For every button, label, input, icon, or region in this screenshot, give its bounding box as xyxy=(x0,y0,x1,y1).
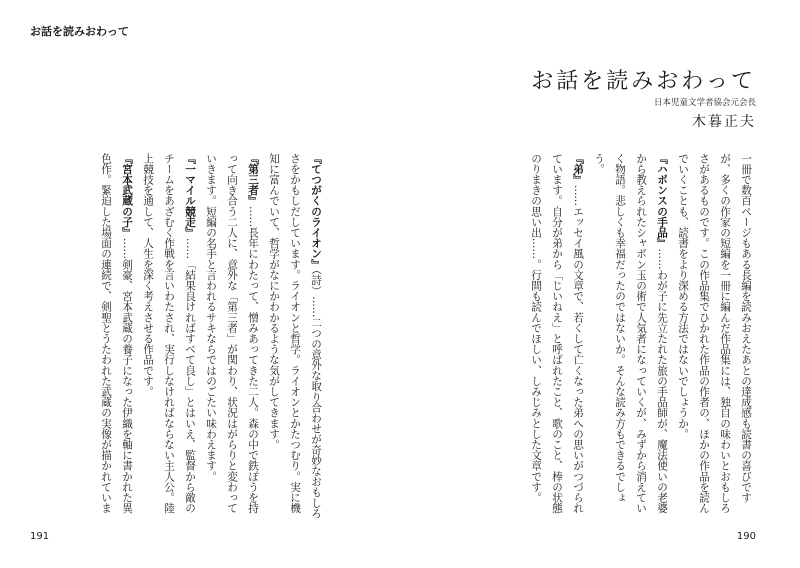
right-page-body xyxy=(361,153,756,523)
essay-title: お話を読みおわって xyxy=(531,69,756,94)
story-title-label: 『ハボンスの手品』 xyxy=(656,153,668,249)
page-number-right: 190 xyxy=(736,531,756,542)
author-name: 木暮正夫 xyxy=(692,114,756,130)
story-title-label: 『弟』 xyxy=(572,153,584,185)
paragraph-text: （詩）……二つの意外な取り合わせが奇妙なおもしろさをかもしだしています。ライオンと哲学。ライオンとかたつむり。実に機知に富んでいて、哲学がなにかわかるような気がしてきます。 xyxy=(268,153,322,519)
paragraph-text: ……エッセイ風の文章で、若くして亡くなった弟への思いがつづられています。自分が弟から「じいねえ」と呼ばれたこと、歌のこと、棒の状態のりまきの思い出……。行間も読んでほしい、しみじみとした文章です。 xyxy=(530,153,584,514)
author-affiliation: 日本児童文学者協会元会長 xyxy=(653,98,756,108)
story-title-label: 『一マイル競走』 xyxy=(184,153,196,238)
story-title-label: 『第三者』 xyxy=(247,153,259,206)
story-title-label: 『てつがくのライオン』 xyxy=(310,153,322,270)
paragraph-text: ……長年にわたって、憎みあってきた二人。森の中で鉄ぽうを持って向き合う二人に、意外な「第三者」が関わり、状況はがらりと変わっていきます。短編の名手と言われるサキならではのごたい味わえます。 xyxy=(205,153,259,514)
paragraph xyxy=(263,153,326,523)
paragraph xyxy=(672,153,756,523)
paragraph xyxy=(95,153,137,523)
paragraph-text: ……剣豪、宮本武蔵の養子になった伊織を軸に書かれた異色作。緊迫した場面の連続で、剣聖とうたわれた武蔵の実像が描かれていま xyxy=(100,153,133,514)
running-header: お話を読みおわって xyxy=(30,25,129,38)
paragraph xyxy=(525,153,588,523)
paragraph xyxy=(588,153,672,523)
left-page-body xyxy=(0,153,326,523)
page-number-left: 191 xyxy=(30,531,50,542)
paragraph xyxy=(200,153,263,523)
paragraph-text: 一冊で数百ページもある長編を読みおえたあとの達成感も読書の喜びですが、多くの作家の短編を一冊に編んだ作品集には、独自の味わいとおもしろさがあるものです。この作品集でひかれた作品の作者の、ほかの作品を読んでいくことも、読書をより深める方法ではないでしょうか。 xyxy=(677,153,752,514)
paragraph xyxy=(137,153,200,523)
story-title-label: 『宮本武蔵の子』 xyxy=(121,153,133,238)
paragraph-text: ……「結果良ければすべて良し」とはいえ、監督から敵のチームをあざむく作戦を言いわたされ、実行しなければならない主人公。陸上競技を通して、人生を深く考えさせる作品です。 xyxy=(142,153,196,514)
paragraph-text: ……わが子に先立たれた旅の手品師が、魔法使いの老婆から教えられたシャボン玉の術で人気者になっていくが、みずから消えていく物語。悲しくも幸福だったのではないか。そんな読み方もできるでしょう。 xyxy=(593,153,668,514)
